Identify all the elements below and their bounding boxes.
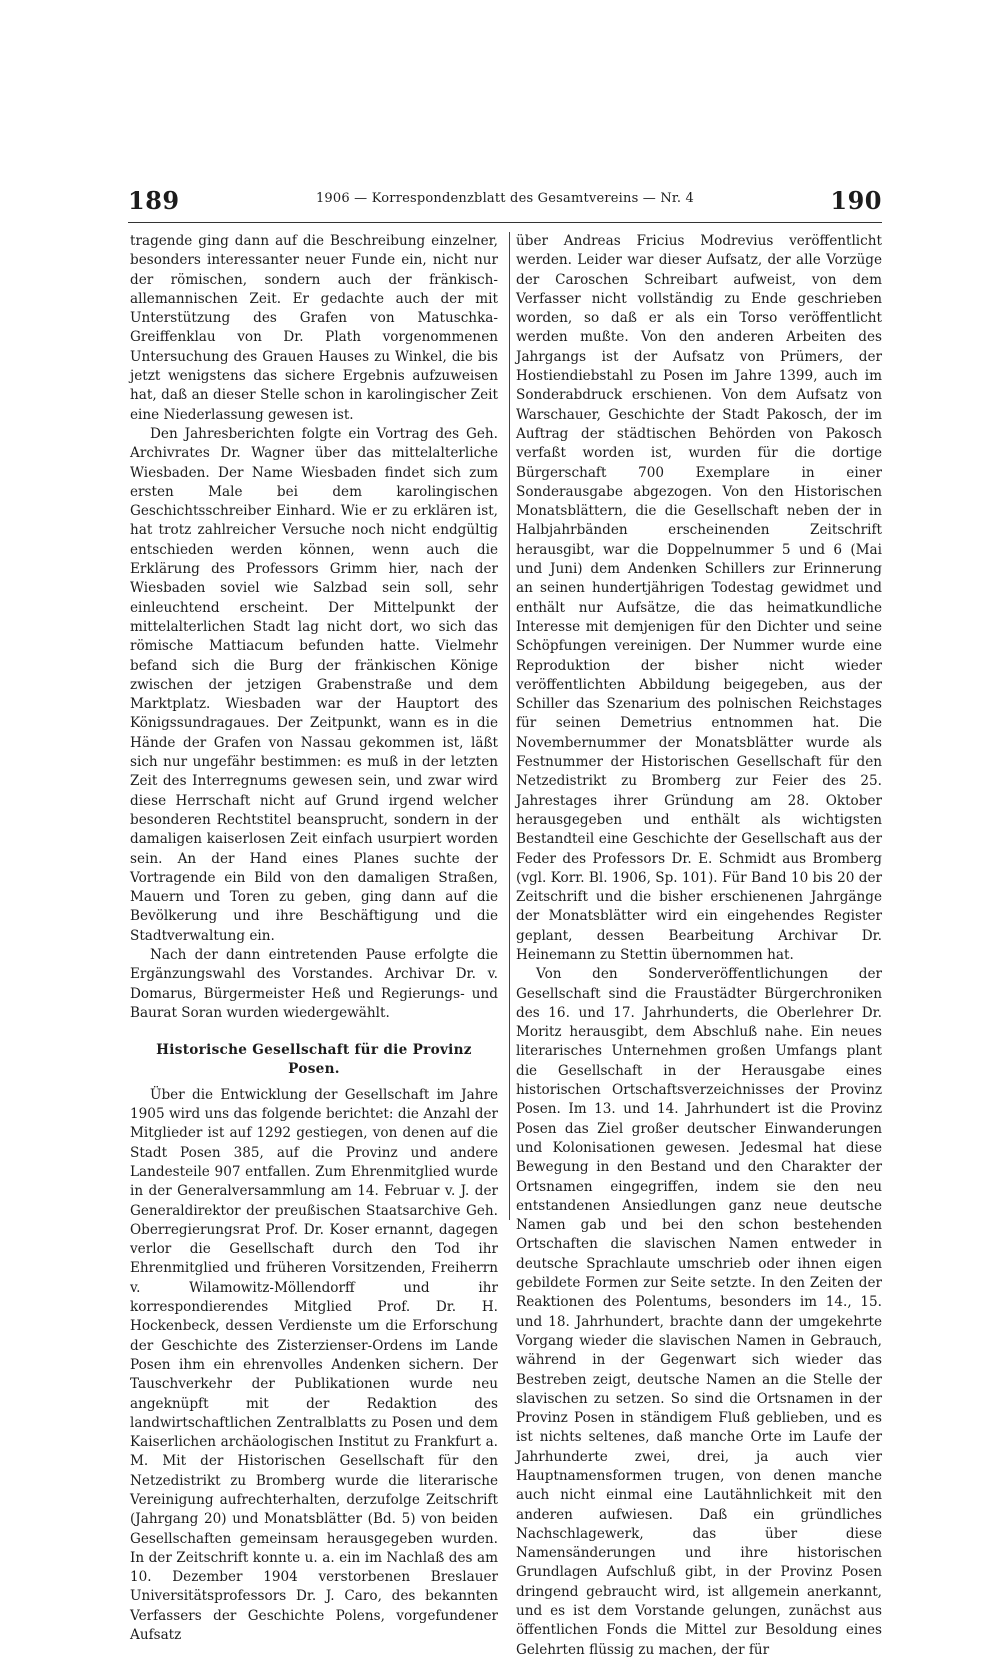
page-number-left: 189 [128,186,180,215]
paragraph: Nach der dann eintretenden Pause erfolgte die Ergänzungswahl des Vorstandes. Archivar Dr. v. Domarus, Bürgermeister Heß und Regierungs- und Baurat Soran wurden wiedergewählt. [130,946,498,1021]
running-title: 1906 — Korrespondenzblatt des Gesamtvereins — Nr. 4 [315,191,695,206]
header-rule [128,222,882,223]
page-header [128,186,882,216]
column-divider [509,232,510,1220]
paragraph: über Andreas Fricius Modrevius veröffentlicht werden. Leider war dieser Aufsatz, der alle Vorzüge der Caroschen Schreibart aufweist, von dem Verfasser nicht vollständig zu Ende geschrieben worden, so daß er als ein Torso veröffentlicht werden mußte. Von den anderen Arbeiten des Jahrgangs ist der Aufsatz von Prümers, der Hostiendiebstahl zu Posen im Jahre 1399, auch im Sonderabdruck erschienen. Von dem Aufsatz von Warschauer, Geschichte der Stadt Pakosch, der im Auftrag der städtischen Behörden von Pakosch verfaßt worden ist, wurden für die dortige Bürgerschaft 700 Exemplare in einer Sonderausgabe abgezogen. Von den Historischen Monatsblättern, die die Gesellschaft neben der in Halbjahrbänden erscheinenden Zeitschrift herausgibt, war die Doppelnummer 5 und 6 (Mai und Juni) dem Andenken Schillers zur Erinnerung an seinen hundertjährigen Todestag gewidmet und enthält nur Aufsätze, die das heimatkundliche Interesse mit demjenigen für den Dichter und seine Schöpfungen vereinigen. Der Nummer wurde eine Reproduktion der bisher nicht wieder veröffentlichten Abbildung beigegeben, aus der Schiller das Szenarium des polnischen Reichstages für seinen Demetrius entnommen hat. Die Novembernummer der Monatsblätter wurde als Festnummer der Historischen Gesellschaft für den Netzedistrikt zu Bromberg zur Feier des 25. Jahrestages ihrer Gründung am 28. Oktober herausgegeben und enthält als wichtigsten Bestandteil eine Geschichte der Gesellschaft aus der Feder des Professors Dr. E. Schmidt aus Bromberg (vgl. Korr. Bl. 1906, Sp. 101). Für Band 10 bis 20 der Zeitschrift und die bisher erschienenen Jahrgänge der Monatsblätter wird ein eingehendes Register geplant, dessen Bearbeitung Archivar Dr. Heinemann zu Stettin übernommen hat. [516,233,882,963]
paragraph: Von den Sonderveröffentlichungen der Gesellschaft sind die Fraustädter Bürgerchroniken des 16. und 17. Jahrhunderts, die Oberlehrer Dr. Moritz herausgibt, dem Abschluß nahe. Ein neues literarisches Unternehmen großen Umfangs plant die Gesellschaft in der Herausgabe eines historischen Ortschaftsverzeichnisses der Provinz Posen. Im 13. und 14. Jahrhundert ist die Provinz Posen das Ziel großer deutscher Einwanderungen und Kolonisationen gewesen. Jedesmal hat diese Bewegung in den Bestand und den Charakter der Ortsnamen eingegriffen, indem sie den neu entstandenen Ansiedlungen ganz neue deutsche Namen gab und bei den schon bestehenden Ortschaften die slavischen Namen entweder in deutsche Sprachlaute umschrieb oder ihnen eigen gebildete Formen zur Seite setzte. In den Zeiten der Reaktionen des Polentums, besonders im 14., 15. und 18. Jahrhundert, brachte dann der umgekehrte Vorgang wieder die slavischen Namen in Gebrauch, während in der Gegenwart sich wieder das Bestreben zeigt, deutsche Namen an die Stelle der slavischen zu setzen. So sind die Ortsnamen in der Provinz Posen in ständigem Fluß geblieben, und es ist nichts seltenes, daß manche Orte im Laufe der Jahrhunderte zwei, drei, ja auch vier Hauptnamensformen trugen, von denen manche auch nicht einmal eine Lautähnlichkeit mit den anderen aufwiesen. Daß ein gründliches Nachschlagewerk, das über diese Namensänderungen und ihre historischen Grundlagen Aufschluß gibt, in der Provinz Posen dringend gebraucht wird, ist allgemein anerkannt, und es ist dem Vorstande gelungen, zunächst aus öffentlichen Fonds die Mittel zur Besoldung eines Gelehrten flüssig zu machen, der für [516,966,882,1658]
right-column [516,232,882,1658]
paragraph: Den Jahresberichten folgte ein Vortrag des Geh. Archivrates Dr. Wagner über das mittelalterliche Wiesbaden. Der Name Wiesbaden findet sich zum ersten Male bei dem karolingischen Geschichtsschreiber Einhard. Wie er zu erklären ist, hat trotz zahlreicher Versuche noch nicht endgültig entschieden werden können, wenn auch die Erklärung des Professors Grimm hier, nach der Wiesbaden soviel wie Salzbad sein soll, sehr einleuchtend erscheint. Der Mittelpunkt der mittelalterlichen Stadt lag nicht dort, wo sich das römische Mattiacum befunden hatte. Vielmehr befand sich die Burg der fränkischen Könige zwischen der jetzigen Grabenstraße und dem Marktplatz. Wiesbaden war der Hauptort des Königssundragaues. Der Zeitpunkt, wann es in die Hände der Grafen von Nassau gekommen ist, läßt sich nur ungefähr bestimmen: es muß in der letzten Zeit des Interregnums gewesen sein, und zwar wird diese Herrschaft nicht auf Grund irgend welcher besonderen Rechtstitel beansprucht, sondern in der damaligen kaiserlosen Zeit einfach usurpiert worden sein. An der Hand eines Planes suchte der Vortragende ein Bild von den damaligen Straßen, Mauern und Toren zu geben, ging dann auf die Bevölkerung und ihre Beschäftigung und die Stadtverwaltung ein. [130,425,498,944]
left-column [130,232,498,1644]
paragraph: Über die Entwicklung der Gesellschaft im Jahre 1905 wird uns das folgende berichtet: die Anzahl der Mitglieder ist auf 1292 gestiegen, von denen auf die Stadt Posen 385, auf die Provinz und andere Landesteile 907 entfallen. Zum Ehrenmitglied wurde in der Generalversammlung am 14. Februar v. J. der Generaldirektor der preußischen Staatsarchive Geh. Oberregierungsrat Prof. Dr. Koser ernannt, dagegen verlor die Gesellschaft durch den Tod ihr Ehrenmitglied und früheren Vorsitzenden, Freiherrn v. Wilamowitz-Möllendorff und ihr korrespondierendes Mitglied Prof. Dr. H. Hockenbeck, dessen Verdienste um die Erforschung der Geschichte des Zisterzienser-Ordens im Lande Posen ihm ein ehrenvolles Andenken sichern. Der Tauschverkehr der Publikationen wurde neu angeknüpft mit der Redaktion des landwirtschaftlichen Zentralblatts zu Posen und dem Kaiserlichen archäologischen Institut zu Frankfurt a. M. Mit der Historischen Gesellschaft für den Netzedistrikt zu Bromberg wurde die literarische Vereinigung aufrechterhalten, derzufolge Zeitschrift (Jahrgang 20) und Monatsblätter (Bd. 5) von beiden Gesellschaften gemeinsam herausgegeben wurden. In der Zeitschrift konnte u. a. ein im Nachlaß des am 10. Dezember 1904 verstorbenen Breslauer Universitätsprofessors Dr. J. Caro, des bekannten Verfassers der Geschichte Polens, vorgefundener Aufsatz [130,1086,498,1644]
paragraph: tragende ging dann auf die Beschreibung einzelner, besonders interessanter neuer Funde ein, nicht nur der römischen, sondern auch der fränkisch-allemannischen Zeit. Er gedachte auch der mit Unterstützung des Grafen von Matuschka-Greiffenklau von Dr. Plath vorgenommenen Untersuchung des Grauen Hauses zu Winkel, die bis jetzt wenigstens das sichere Ergebnis aufzuweisen hat, daß an dieser Stelle schon in karolingischer Zeit eine Niederlassung gewesen ist. [130,233,498,423]
section-heading: Historische Gesellschaft für die Provinz Posen. [156,1042,472,1078]
page-number-right: 190 [830,186,882,215]
